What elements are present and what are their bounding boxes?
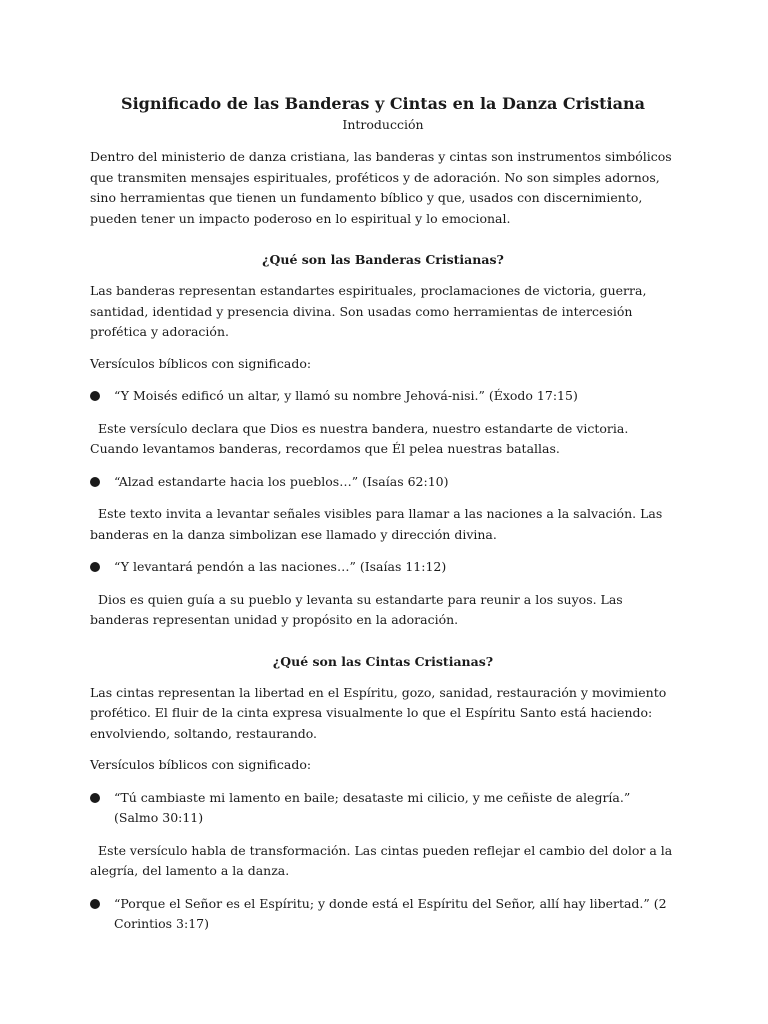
bullet-icon bbox=[90, 477, 100, 487]
bullet-icon bbox=[90, 793, 100, 803]
section-heading-cintas: ¿Qué son las Cintas Cristianas? bbox=[272, 653, 494, 669]
verse-quote: “Y levantará pendón a las naciones…” (Isaías 11:12) bbox=[114, 559, 447, 574]
cintas-verses-label: Versículos bíblicos con significado: bbox=[90, 757, 312, 772]
list-item bbox=[90, 386, 676, 407]
document-page bbox=[0, 93, 768, 1024]
banderas-description: Las banderas representan estandartes espirituales, proclamaciones de victoria, guerra, santidad, identidad y presencia divina. Son usadas como herramientas de intercesión profética y adoración. bbox=[90, 283, 647, 339]
bullet-icon bbox=[90, 391, 100, 401]
list-item bbox=[90, 894, 676, 935]
list-item bbox=[90, 557, 676, 578]
list-item bbox=[90, 788, 676, 829]
section-heading-banderas: ¿Qué son las Banderas Cristianas? bbox=[262, 252, 504, 267]
intro-paragraph: Dentro del ministerio de danza cristiana, las banderas y cintas son instrumentos simbólicos que transmiten mensajes espirituales, proféticos y de adoración. No son simples adornos, sino herramientas que tienen un fundamento bíblico y que, usados con discernimiento, pueden tener un impacto poderoso en lo espiritual y lo emocional. bbox=[90, 149, 672, 226]
verse-quote: “Porque el Señor es el Espíritu; y donde está el Espíritu del Señor, allí hay libertad.” (2 Corintios 3:17) bbox=[114, 895, 667, 931]
banderas-verses-label: Versículos bíblicos con significado: bbox=[90, 355, 312, 371]
document-title: Significado de las Banderas y Cintas en la Danza Cristiana bbox=[121, 94, 645, 113]
verse-explanation: Este versículo habla de transformación. Las cintas pueden reflejar el cambio del dolor a la alegría, del lamento a la danza. bbox=[90, 842, 673, 878]
list-item bbox=[90, 472, 676, 493]
verse-explanation: Este texto invita a levantar señales visibles para llamar a las naciones a la salvación. Las banderas en la danza simbolizan ese llamado y dirección divina. bbox=[90, 506, 663, 542]
verse-quote: “Alzad estandarte hacia los pueblos…” (Isaías 62:10) bbox=[114, 473, 449, 489]
verse-quote: “Tú cambiaste mi lamento en baile; desataste mi cilicio, y me ceñiste de alegría.” (Salmo 30:11) bbox=[114, 789, 631, 825]
cintas-description: Las cintas representan la libertad en el Espíritu, gozo, sanidad, restauración y movimiento profético. El fluir de la cinta expresa visualmente lo que el Espíritu Santo está haciendo: envolviendo, soltando, restaurando. bbox=[90, 684, 667, 741]
verse-quote: “Y Moisés edificó un altar, y llamó su nombre Jehová-nisi.” (Éxodo 17:15) bbox=[114, 388, 578, 403]
bullet-icon bbox=[90, 899, 100, 909]
verse-explanation: Dios es quien guía a su pueblo y levanta su estandarte para reunir a los suyos. Las banderas representan unidad y propósito en la adoración. bbox=[90, 591, 623, 627]
bullet-icon bbox=[90, 562, 100, 572]
document-subtitle: Introducción bbox=[342, 117, 424, 132]
verse-explanation: Este versículo declara que Dios es nuestra bandera, nuestro estandarte de victoria. Cuando levantamos banderas, recordamos que Él pelea nuestras batallas. bbox=[90, 420, 629, 456]
